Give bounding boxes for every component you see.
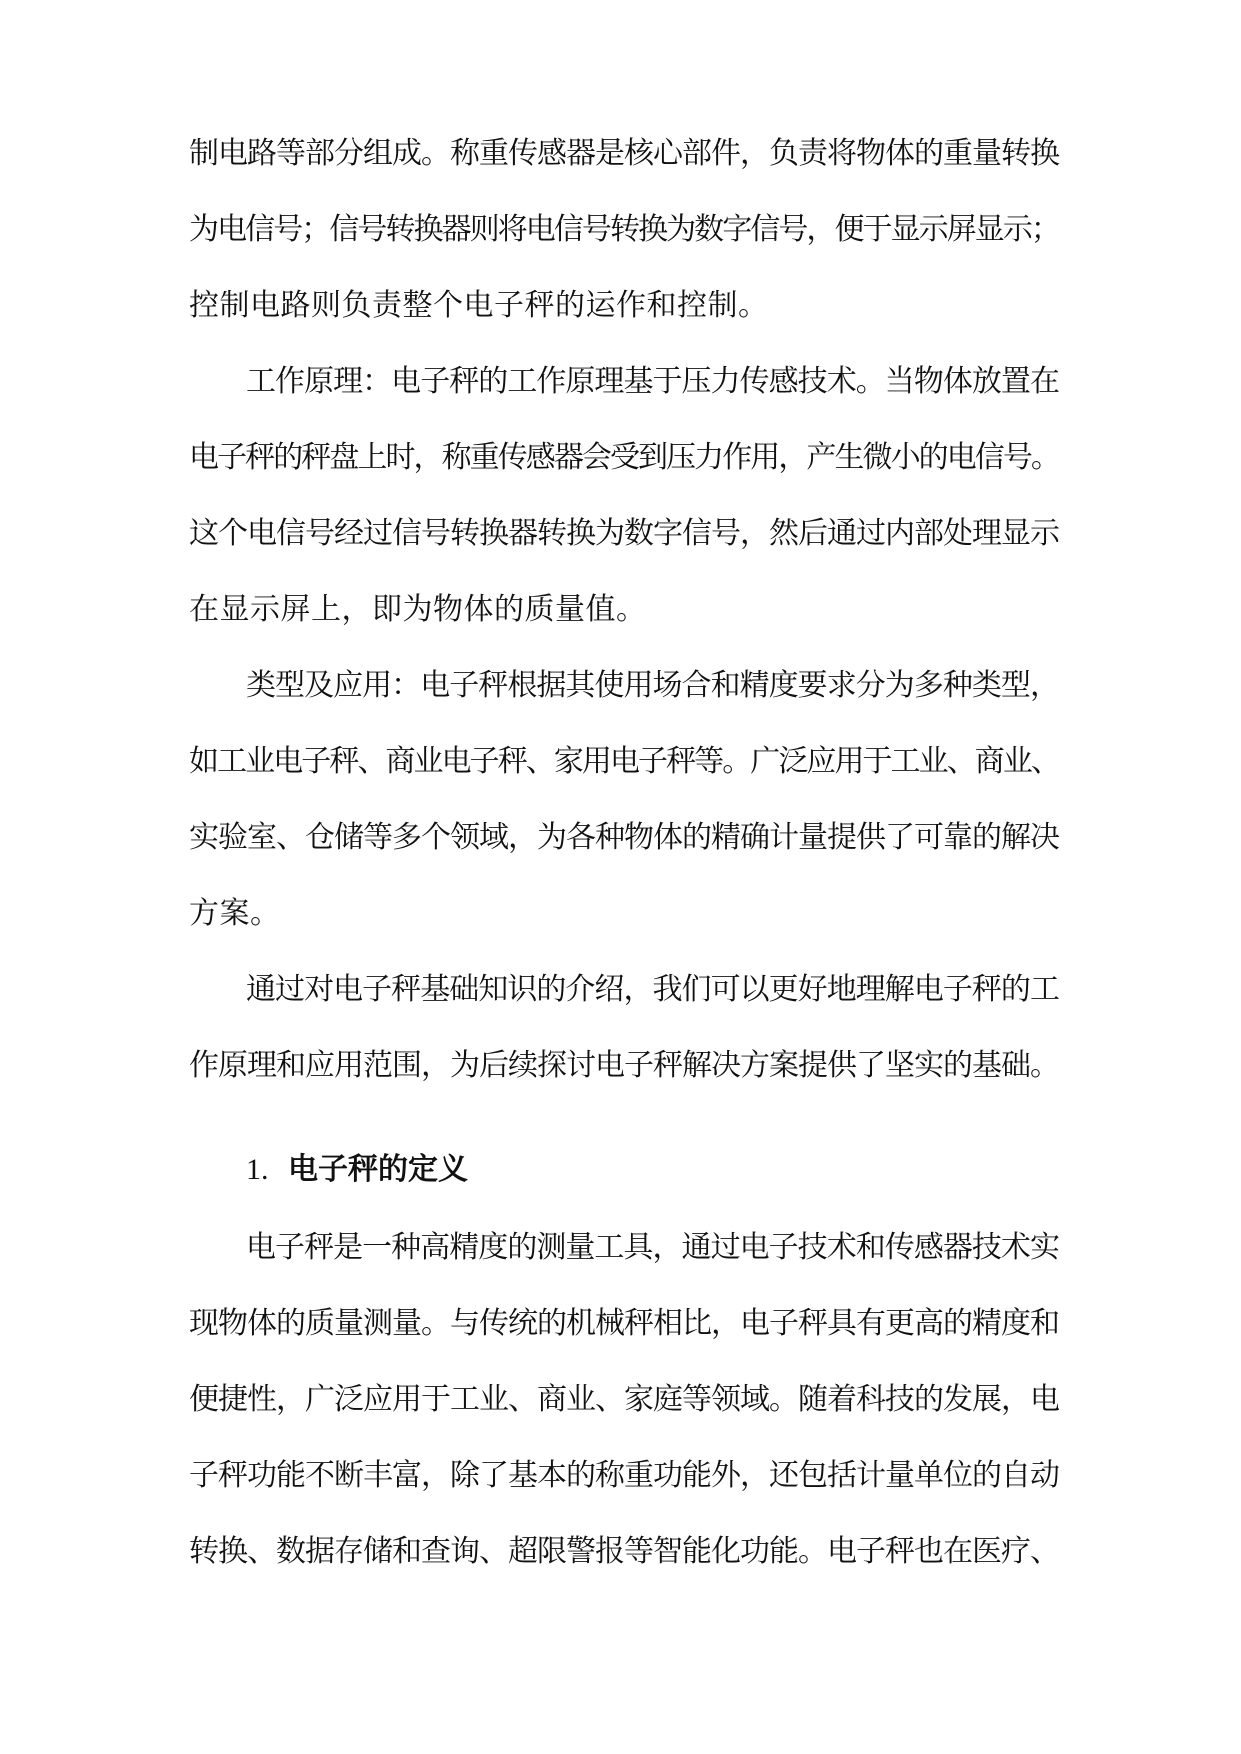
section-number: 1.	[246, 1153, 269, 1186]
paragraph-3-line-1: 类型及应用：电子秤根据其使用场合和精度要求分为多种类型，	[246, 668, 1059, 703]
paragraph-2-line-3: 这个电信号经过信号转换器转换为数字信号，然后通过内部处理显示	[189, 516, 1059, 551]
paragraph-1-line-2: 为电信号；信号转换器则将电信号转换为数字信号，便于显示屏显示；	[189, 212, 1059, 247]
paragraph-5-line-2: 现物体的质量测量。与传统的机械秤相比，电子秤具有更高的精度和	[189, 1306, 1059, 1341]
section-title: 电子秤的定义	[288, 1152, 468, 1187]
paragraph-2-line-1: 工作原理：电子秤的工作原理基于压力传感技术。当物体放置在	[246, 364, 1059, 399]
paragraph-2-line-4: 在显示屏上，即为物体的质量值。	[189, 592, 647, 627]
paragraph-5-line-1: 电子秤是一种高精度的测量工具，通过电子技术和传感器技术实	[246, 1230, 1059, 1265]
paragraph-2-line-2: 电子秤的秤盘上时，称重传感器会受到压力作用，产生微小的电信号。	[189, 440, 1059, 475]
paragraph-1-line-1: 制电路等部分组成。称重传感器是核心部件，负责将物体的重量转换	[189, 136, 1059, 171]
paragraph-5-line-5: 转换、数据存储和查询、超限警报等智能化功能。电子秤也在医疗、	[189, 1534, 1059, 1569]
paragraph-3-line-4: 方案。	[189, 896, 281, 931]
paragraph-4-line-2: 作原理和应用范围，为后续探讨电子秤解决方案提供了坚实的基础。	[189, 1048, 1059, 1083]
paragraph-5-line-3: 便捷性，广泛应用于工业、商业、家庭等领域。随着科技的发展，电	[189, 1382, 1059, 1417]
paragraph-4-line-1: 通过对电子秤基础知识的介绍，我们可以更好地理解电子秤的工	[246, 972, 1059, 1007]
paragraph-3-line-3: 实验室、仓储等多个领域，为各种物体的精确计量提供了可靠的解决	[189, 820, 1059, 855]
paragraph-3-line-2: 如工业电子秤、商业电子秤、家用电子秤等。广泛应用于工业、商业、	[189, 744, 1059, 779]
paragraph-1-line-3: 控制电路则负责整个电子秤的运作和控制。	[189, 288, 769, 323]
paragraph-5-line-4: 子秤功能不断丰富，除了基本的称重功能外，还包括计量单位的自动	[189, 1458, 1059, 1493]
section-heading	[246, 1150, 1059, 1190]
